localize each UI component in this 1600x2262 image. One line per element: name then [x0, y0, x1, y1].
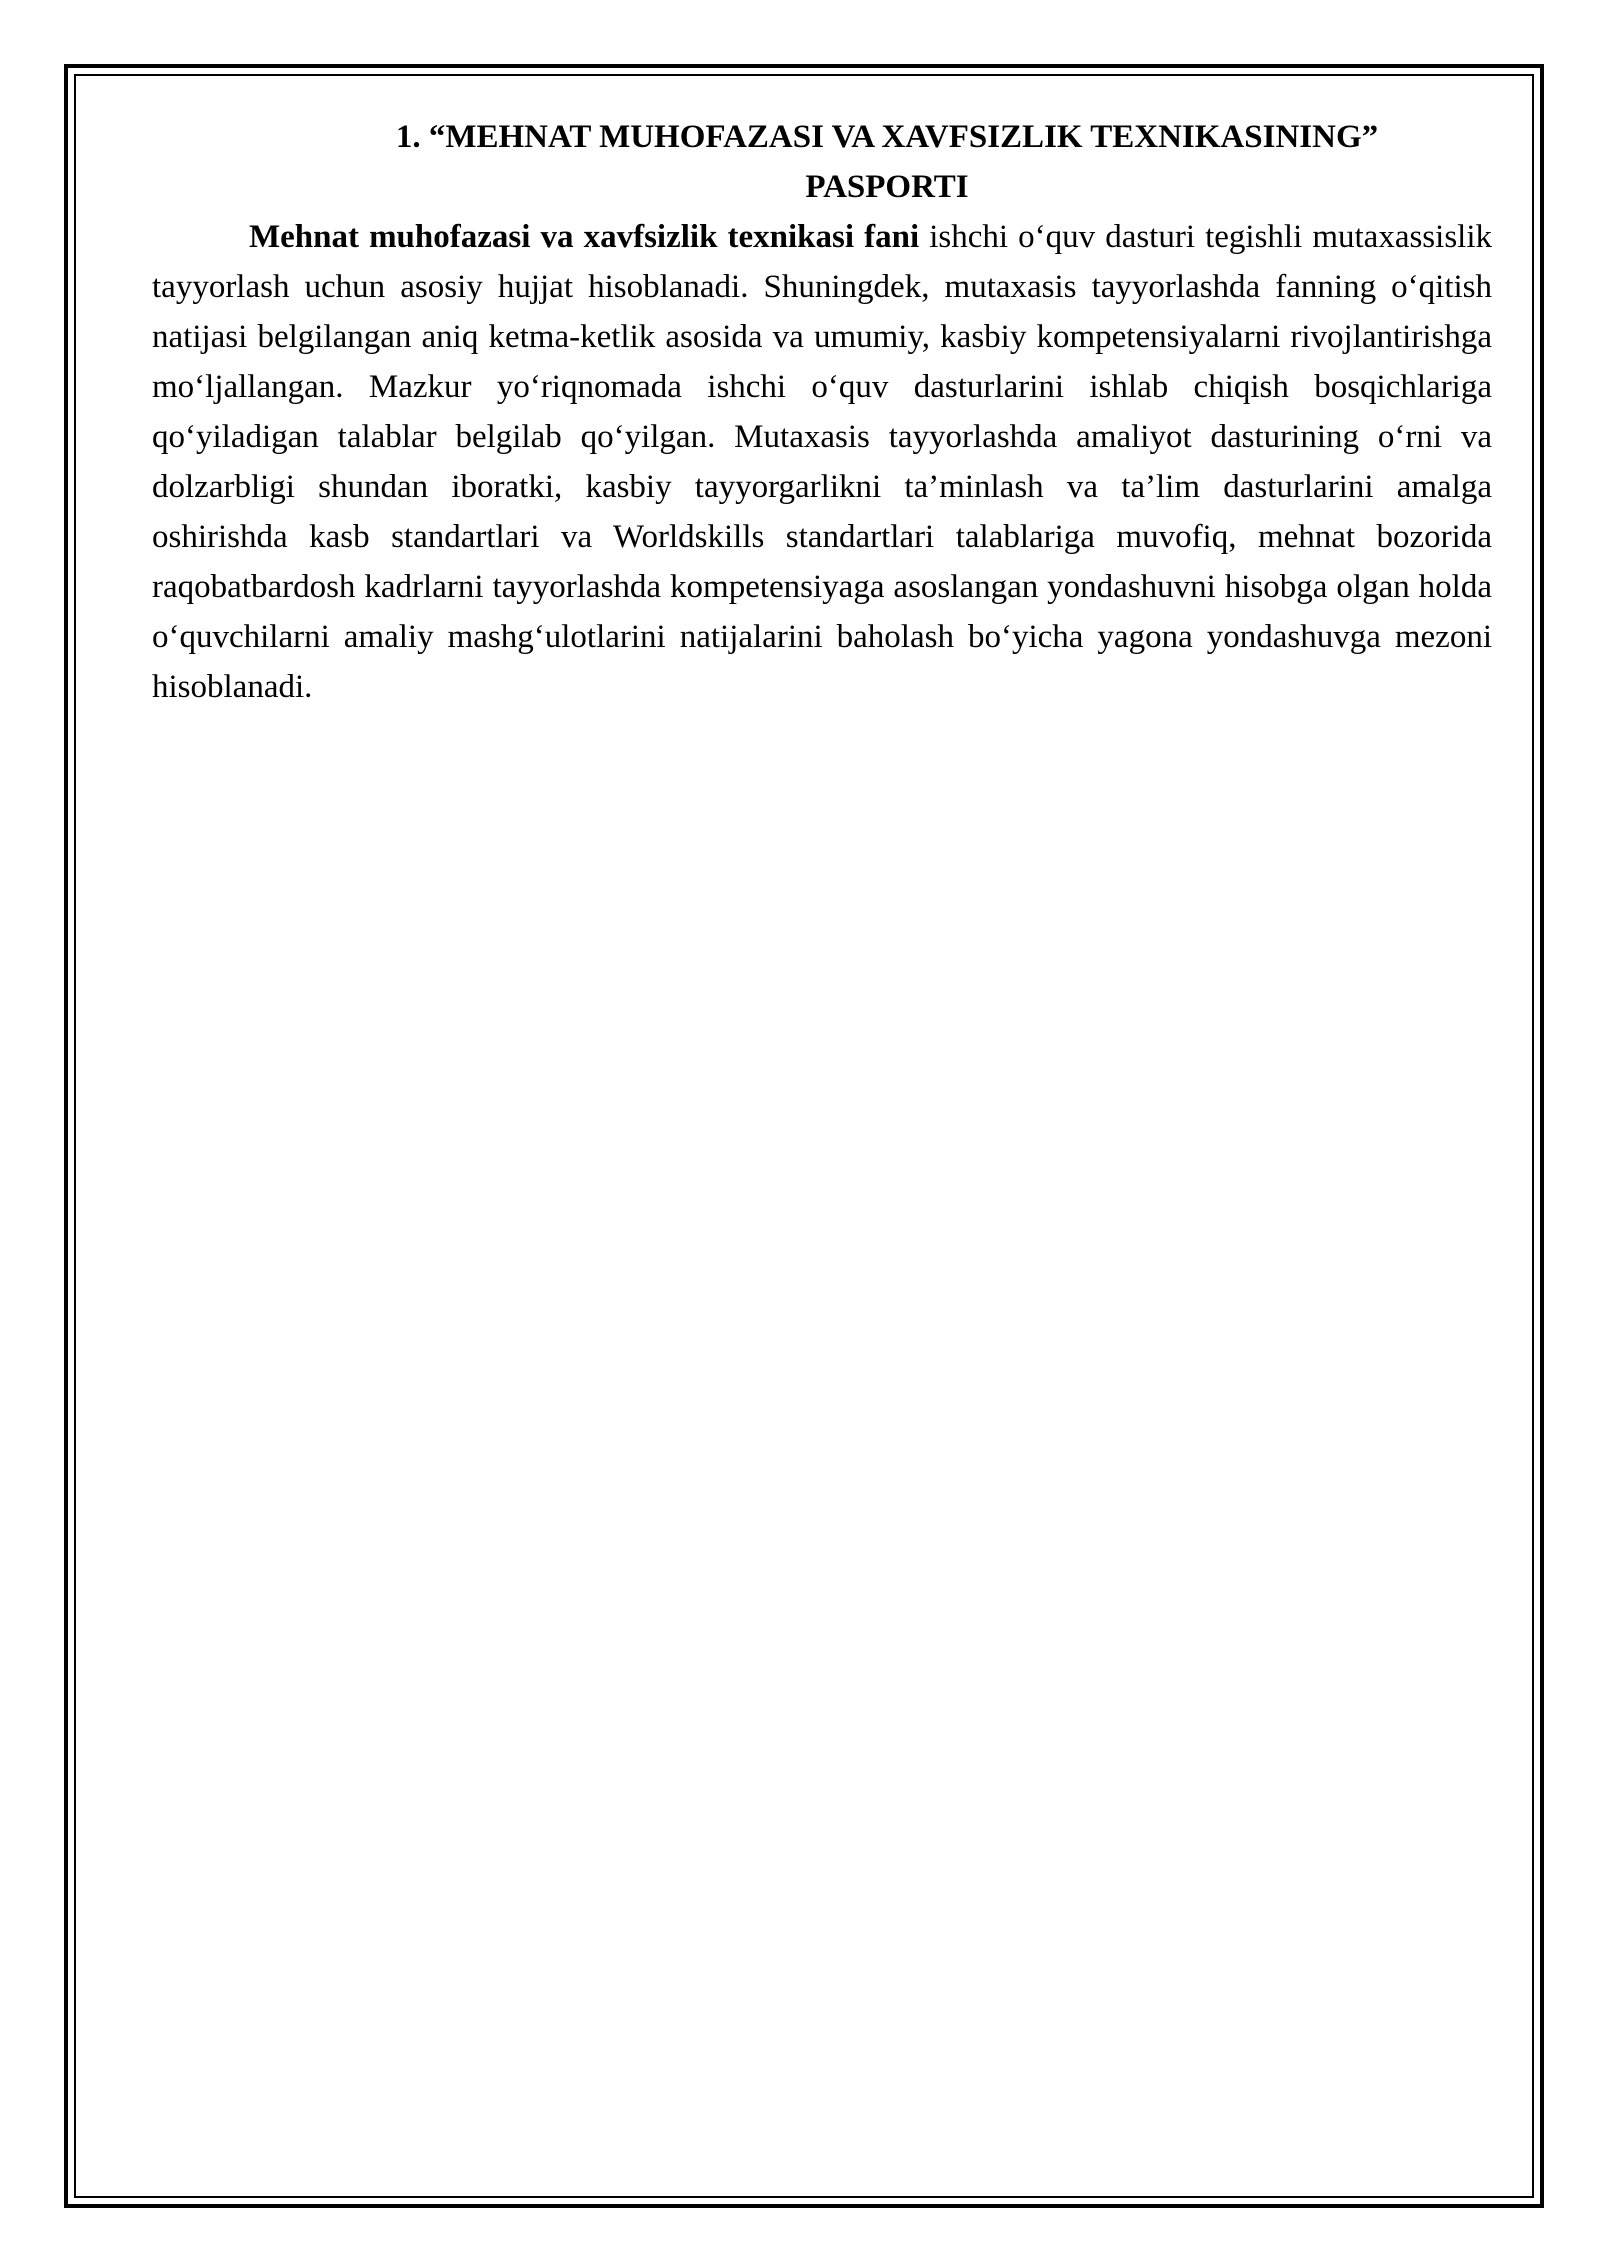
document-content — [152, 112, 1492, 712]
paragraph-lead-bold: Mehnat muhofazasi va xavfsizlik texnikasi fani — [249, 219, 920, 255]
section-title-line2: PASPORTI — [805, 169, 969, 205]
section-title — [152, 112, 1492, 212]
paragraph-body-text: ishchi o‘quv dasturi tegishli mutaxassislik tayyorlash uchun asosiy hujjat hisoblanadi. Shuningdek, mutaxasis tayyorlashda fanning o‘qitish natijasi belgilangan aniq ketma-ketlik asosida va umumiy, kasbiy kompetensiyalarni rivojlantirishga mo‘ljallangan. Mazkur yo‘riqnomada ishchi o‘quv dasturlarini ishlab chiqish bosqichlariga qo‘yiladigan talablar belgilab qo‘yilgan. Mutaxasis tayyorlashda amaliyot dasturining o‘rni va dolzarbligi shundan iboratki, kasbiy tayyorgarlikni ta’minlash va ta’lim dasturlarini amalga oshirishda kasb standartlari va Worldskills standartlari talablariga muvofiq, mehnat bozorida raqobatbardosh kadrlarni tayyorlashda kompetensiyaga asoslangan yondashuvni hisobga olgan holda o‘quvchilarni amaliy mashg‘ulotlarini natijalarini baholash bo‘yicha yagona yondashuvga mezoni hisoblanadi. — [152, 219, 1492, 705]
section-title-line1: 1. “MEHNAT MUHOFAZASI VA XAVFSIZLIK TEXNIKASINING” — [395, 119, 1379, 155]
body-paragraph — [152, 212, 1492, 712]
